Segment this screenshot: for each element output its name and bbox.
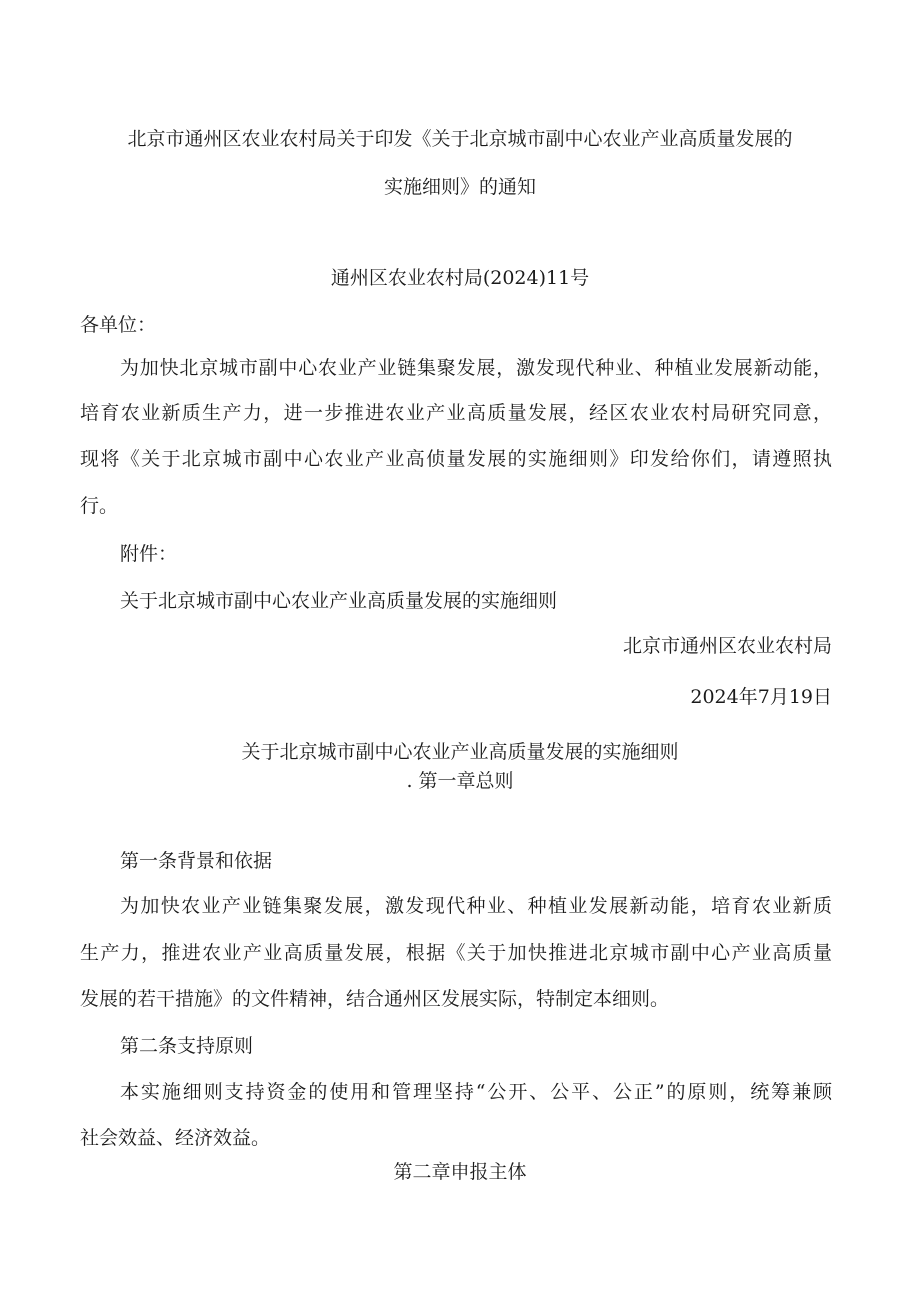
body-paragraph-line: 为加快北京城市副中心农业产业链集聚发展，激发现代种业、种植业发展新动能， bbox=[120, 357, 832, 379]
article-2-line: 本实施细则支持资金的使用和管理坚持“公开、公平、公正”的原则，统筹兼顾 bbox=[120, 1081, 832, 1103]
signature-organization: 北京市通州区农业农村局 bbox=[622, 635, 832, 657]
article-1-heading: 第一条背景和依据 bbox=[120, 850, 273, 872]
article-1-line: 生产力，推进农业产业高质量发展，根据《关于加快推进北京城市副中心产业高质量 bbox=[80, 942, 832, 964]
body-paragraph-line: 现将《关于北京城市副中心农业产业高侦量发展的实施细则》印发给你们，请遵照执 bbox=[80, 448, 832, 470]
signature-date: 2024年7月19日 bbox=[690, 686, 832, 708]
chapter-1-title: . 第一章总则 bbox=[406, 770, 514, 792]
attachment-name: 关于北京城市副中心农业产业高质量发展的实施细则 bbox=[120, 590, 558, 612]
article-2-line: 社会效益、经济效益。 bbox=[80, 1127, 271, 1149]
document-number: 通州区农业农村局(2024)11号 bbox=[330, 267, 590, 289]
article-1-line: 为加快农业产业链集聚发展，激发现代种业、种植业发展新动能，培育农业新质 bbox=[120, 895, 832, 917]
attachment-label: 附件： bbox=[120, 543, 178, 565]
body-paragraph-line: 培育农业新质生产力，进一步推进农业产业高质量发展，经区农业农村局研究同意， bbox=[80, 402, 832, 424]
body-paragraph-line: 行。 bbox=[80, 495, 119, 517]
document-title-line-2: 实施细则》的通知 bbox=[383, 176, 536, 198]
rules-title: 关于北京城市副中心农业产业高质量发展的实施细则 bbox=[241, 741, 679, 763]
salutation: 各单位： bbox=[80, 314, 157, 336]
article-1-line: 发展的若干措施》的文件精神，结合通州区发展实际，特制定本细则。 bbox=[80, 988, 670, 1010]
document-title-line-1: 北京市通州区农业农村局关于印发《关于北京城市副中心农业产业高质量发展的 bbox=[127, 128, 793, 150]
chapter-2-title: 第二章申报主体 bbox=[393, 1161, 527, 1183]
article-2-heading: 第二条支持原则 bbox=[120, 1035, 254, 1057]
